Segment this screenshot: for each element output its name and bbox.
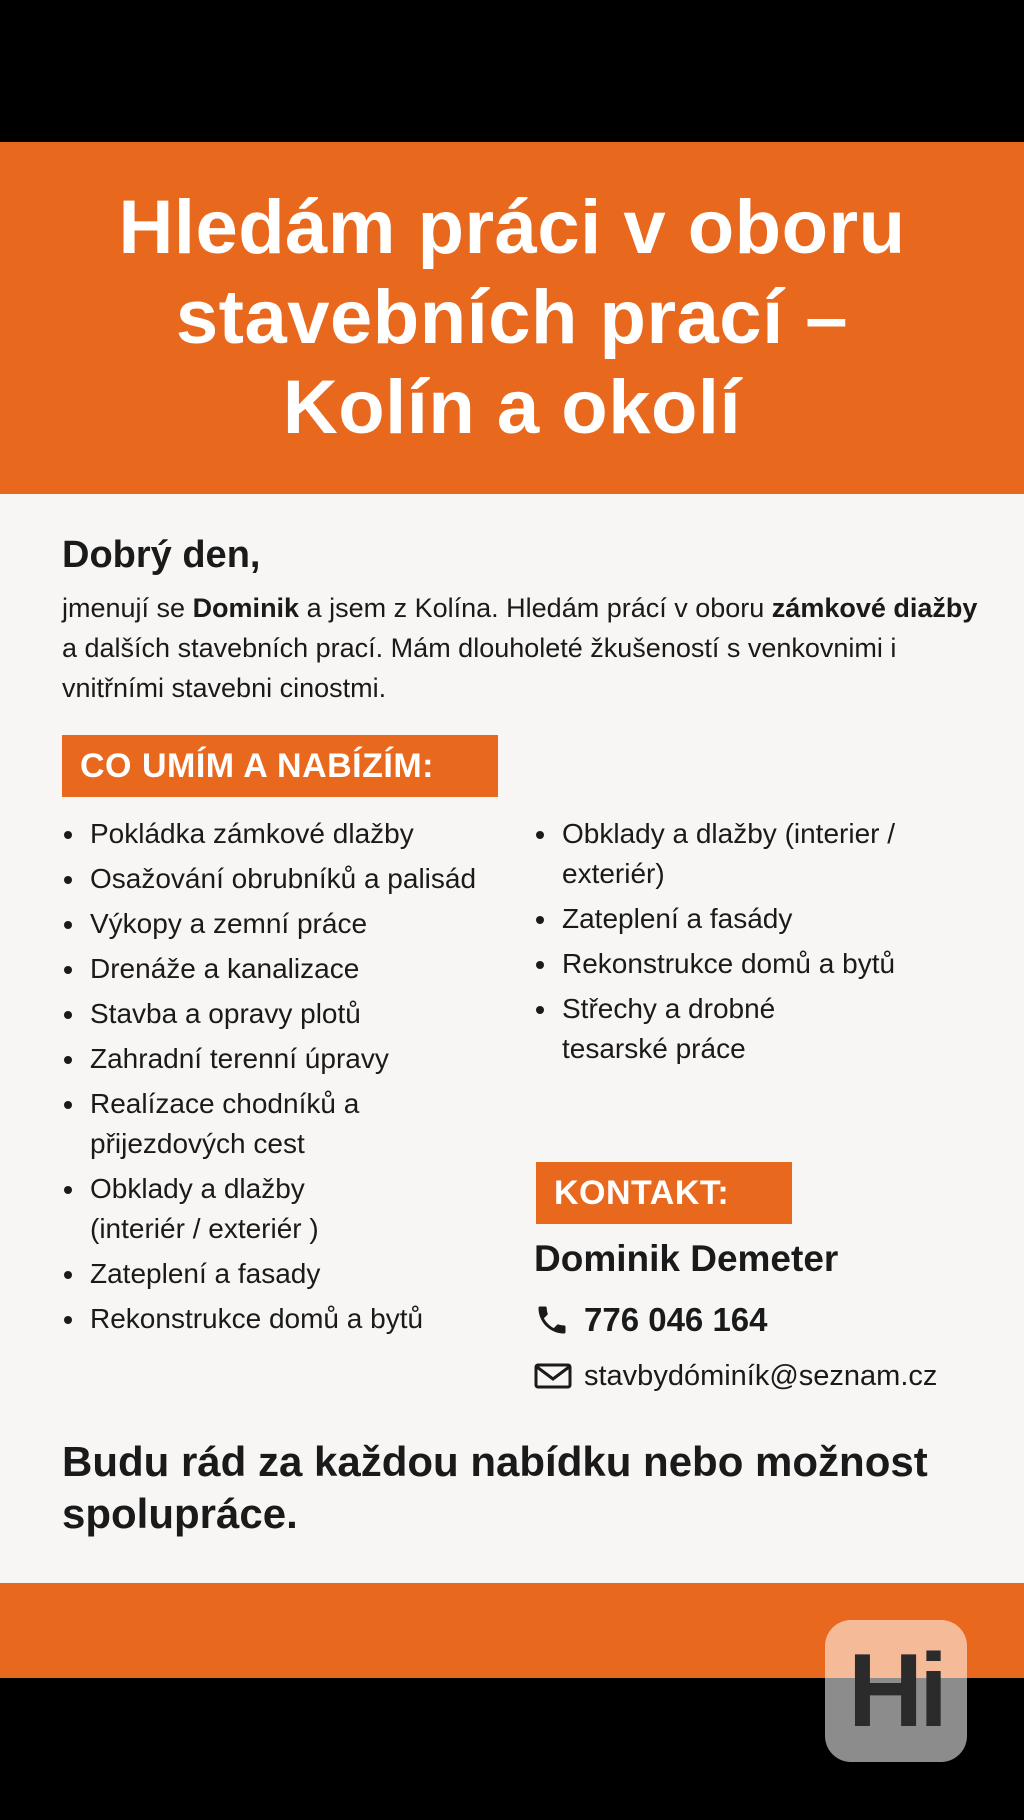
contact-heading: KONTAKT: bbox=[536, 1162, 792, 1224]
title-line-2: stavebních prací – bbox=[175, 275, 849, 360]
contact-name: Dominik Demeter bbox=[534, 1238, 839, 1279]
title-line-3: Kolín a okolí bbox=[282, 365, 742, 450]
list-item: Stavba a opravy plotů bbox=[62, 994, 532, 1034]
skills-heading: CO UMÍM A NABÍZÍM: bbox=[62, 735, 498, 797]
closing-message: Budu rád za každou nabídku nebo možnost spolupráce. bbox=[62, 1438, 928, 1537]
intro-text-1: jmenují se bbox=[62, 593, 193, 623]
email-row[interactable] bbox=[534, 1356, 937, 1396]
greeting: Dobrý den, bbox=[62, 534, 261, 576]
phone-row[interactable] bbox=[534, 1300, 768, 1340]
list-item: Rekonstrukce domů a bytů bbox=[534, 944, 974, 984]
intro-text-2: a jsem z Kolína. Hledám prácí v oboru bbox=[299, 593, 772, 623]
list-item: Obklady a dlažby (interier / exteriér) bbox=[534, 814, 962, 894]
list-item: Realízace chodníků a přijezdových cest bbox=[62, 1084, 390, 1164]
email-address[interactable]: stavbydóminík@seznam.cz bbox=[584, 1359, 938, 1392]
list-item: Zateplení a fasady bbox=[62, 1254, 532, 1294]
hi-logo bbox=[825, 1620, 967, 1762]
list-item: Obklady a dlažby (interiér / exteriér ) bbox=[62, 1169, 390, 1249]
intro-text-3: a dalších stavebních prací. Mám dlouholeté žkušeností s venkovnimi i vnitřními stavebni cinostmi. bbox=[62, 633, 897, 703]
skills-list-right bbox=[534, 814, 974, 1074]
intro-specialty: zámkové diažby bbox=[771, 593, 978, 623]
intro-paragraph bbox=[62, 588, 982, 708]
envelope-icon bbox=[534, 1356, 574, 1396]
list-item: Výkopy a zemní práce bbox=[62, 904, 532, 944]
intro-name: Dominik bbox=[192, 593, 300, 623]
top-black-bar bbox=[0, 0, 1024, 142]
list-item: Rekonstrukce domů a bytů bbox=[62, 1299, 532, 1339]
list-item: Zateplení a fasády bbox=[534, 899, 974, 939]
page-title bbox=[118, 183, 905, 453]
main-content bbox=[0, 494, 1024, 1583]
list-item: Pokládka zámkové dlažby bbox=[62, 814, 532, 854]
list-item: Střechy a drobné tesarské práce bbox=[534, 989, 822, 1069]
phone-icon bbox=[534, 1300, 574, 1340]
phone-number[interactable]: 776 046 164 bbox=[584, 1301, 768, 1338]
header-banner bbox=[0, 142, 1024, 494]
skills-list-left bbox=[62, 814, 532, 1344]
list-item: Osažování obrubníků a palisád bbox=[62, 859, 532, 899]
title-line-1: Hledám práci v oboru bbox=[118, 185, 906, 270]
list-item: Zahradní terenní úpravy bbox=[62, 1039, 532, 1079]
logo-text: Hi bbox=[848, 1633, 944, 1749]
list-item: Drenáže a kanalizace bbox=[62, 949, 532, 989]
